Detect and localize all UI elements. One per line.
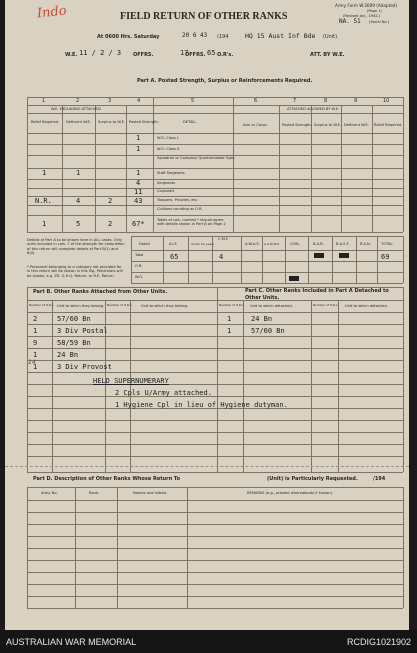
col-number-10: 10 (383, 98, 390, 104)
col-number-7: 7 (293, 98, 297, 104)
summary-header-ran: R.A.N. (360, 242, 371, 246)
footer-left-label: AUSTRALIAN WAR MEMORIAL (6, 637, 137, 647)
part-b-row-unit: 57/60 Bn (57, 315, 91, 323)
summary-header-bar: B.A.R. (313, 242, 324, 246)
header-relief-required-2: Relief Required. (374, 123, 403, 127)
header-deficient-2: Deficient W.E. (344, 123, 369, 127)
held-supernumerary-line-1: 2 Cpls U/Army attached. (115, 389, 212, 397)
header-detail: DETAIL. (183, 120, 197, 124)
held-supernumerary-title: HELD SUPERNUMERARY (93, 377, 169, 385)
row-detail: Staff Sergeants (157, 171, 185, 175)
held-supernumerary-line-2: 1 Hygiene Cpl in lieu of Hygiene dutyman. (115, 401, 288, 409)
offrs-value: 17 (180, 49, 189, 57)
part-b-row-number: 1 (33, 363, 38, 371)
form-title: FIELD RETURN OF OTHER RANKS (120, 11, 288, 22)
header-relief-required: Relief Required. (31, 120, 60, 124)
header-arm-corps: Arm or Corps. (243, 123, 268, 127)
deficient-cell: 1 (76, 169, 81, 177)
header-posted-strength-2: Posted Strength. (282, 123, 312, 127)
at-label: At 0600 Hrs. Saturday (97, 34, 160, 40)
ors-label-1: OFFRS. (185, 52, 206, 58)
row-detail: W.O. Class I. (157, 136, 180, 140)
page-label: (Page 1) (367, 9, 382, 13)
part-b-header-number: Number of O.R.s (29, 303, 54, 307)
part-d-unit-text: (Unit) is Particularly Requested. (267, 476, 358, 482)
part-c-header-unit-2: Unit to which detached. (345, 304, 388, 308)
posted-strength-cell: 4 (136, 179, 141, 187)
part-b-row-number: 9 (33, 339, 38, 347)
perforation-line (5, 466, 409, 467)
surplus-total: 2 (108, 220, 113, 228)
summary-cmf-value: 4 (219, 253, 224, 261)
col-number-4: 4 (137, 98, 141, 104)
summary-header-aamws: A.A.M.W.S. (264, 242, 280, 246)
part-b-header-unit-2: Unit to which they belong. (141, 304, 189, 308)
summary-header-civil: CIVIL. (290, 242, 301, 246)
col-number-1: 1 (42, 98, 46, 104)
unit-label: (Unit) (323, 34, 338, 40)
part-b-row-unit: 58/59 Bn (57, 339, 91, 347)
posted-strength-cell: 43 (134, 197, 143, 205)
revised-label: (Revised Jan., 1942.) (343, 14, 381, 18)
part-c-row-number: 1 (227, 315, 232, 323)
attached-allowed-header: ATTACHED ALLOWED BY W.E. (287, 107, 340, 111)
att-label: ATT. BY W.E. (310, 52, 345, 58)
army-form-label: Army Form W.3009 (Adapted) (335, 3, 398, 8)
posted-strength-cell: 1 (136, 134, 141, 142)
header-deficient: Deficient W.E. (66, 120, 91, 124)
summary-total-value: 69 (381, 253, 390, 261)
deficient-total: 5 (76, 220, 81, 228)
year-label: (194 (217, 34, 229, 40)
summary-row-label: W.O. (135, 275, 144, 279)
part-d-header-remarks: REMARKS (e.g., present whereabouts if known). (247, 491, 334, 495)
we-value: 11 / 2 / 3 (79, 49, 122, 57)
surplus-cell: 2 (108, 197, 113, 205)
redaction-mark (289, 276, 299, 281)
footer-right-label: RCDIG1021902 (346, 637, 411, 647)
red-stamp: Indo (36, 3, 68, 22)
part-b-row-number: 2 (33, 315, 38, 323)
header-surplus-2: Surplus to W.E. (314, 123, 342, 127)
ors-value: 65 (207, 49, 216, 57)
col-number-5: 5 (191, 98, 195, 104)
we-excluding-header: W.E. EXCLUDING ATTACHED (51, 107, 101, 111)
header-posted-strength: Posted Strength. (129, 120, 159, 124)
part-d-header-names: Names and Initials. (133, 491, 168, 495)
part-d-year: /194 (373, 476, 386, 482)
part-a-note-2: * Personnel belonging to a category not provided for in this return will be shown in this Sig. Particulars will be shown, e.g. ZR, G.H.Q. Return, or R.E. Return. (27, 265, 123, 278)
summary-header-awas: A.W.A.S. (245, 242, 260, 246)
relief-required-cell: N.R. (35, 197, 52, 205)
summary-header-cmf: C.M.F. (218, 237, 229, 241)
summary-row-label: Total (135, 253, 144, 257)
part-c-row-unit: 24 Bn (251, 315, 273, 323)
posted-strength-cell: 1 (136, 145, 141, 153)
part-c-title: Part C. Other Ranks Included in Part A Detached to Other Units. (245, 288, 389, 301)
part-b-row-unit: 24 Bn (57, 351, 79, 359)
row-detail: Squadron or Company Quartermaster Sgts. (157, 156, 236, 160)
posted-strength-cell: 1 (136, 169, 141, 177)
summary-row-label: O.R. (135, 264, 143, 268)
col-number-2: 2 (76, 98, 80, 104)
part-b-header-unit: Unit to which they belong. (57, 304, 105, 308)
redaction-mark (339, 253, 349, 258)
row-detail: Sergeants (157, 181, 176, 185)
date-value: 20 6 43 (182, 32, 208, 39)
summary-header-basf: B.A.S.F. (336, 242, 350, 246)
part-d-header-rank: Rank. (89, 491, 100, 495)
row-detail: Corporals (157, 189, 175, 193)
posted-strength-total: 67* (132, 220, 145, 228)
deficient-cell: 4 (76, 197, 81, 205)
posted-strength-cell: 11 (134, 188, 143, 196)
we-label: W.E. (65, 52, 78, 58)
relief-required-cell: 1 (42, 169, 47, 177)
part-a-note-1: Details of Part A to be shown here in ALL cases. Only units included in cols. 7 of the strength for completion of this return will complete details of Part B(1) and B(ii). (27, 238, 125, 256)
part-a-title: Part A. Posted Strength, Surplus or Reinforcements Required. (137, 78, 313, 84)
margin-handwritten-mark: 14 (28, 359, 36, 366)
row-detail: W.O. Class II. (157, 147, 181, 151)
part-c-row-unit: 57/60 Bn (251, 327, 285, 335)
header-surplus: Surplus to W.E. (98, 120, 126, 124)
col-number-6: 6 (254, 98, 258, 104)
summary-header-under21: Under 21 years (191, 242, 215, 246)
summary-header-total: TOTAL. (381, 242, 394, 246)
redaction-mark (314, 253, 324, 258)
part-b-row-number: 1 (33, 351, 38, 359)
row-detail: Civilians counting as O.R. (157, 207, 203, 211)
part-d-header-army-no: Army No. (41, 491, 58, 495)
summary-header-aif: A.I.F. (169, 242, 178, 246)
part-c-header-number-2: Number of O.R.s (313, 303, 338, 307)
part-b-row-unit: 3 Div Provost (57, 363, 112, 371)
part-b-row-number: 1 (33, 327, 38, 335)
col-number-3: 3 (108, 98, 112, 104)
part-c-row-number: 1 (227, 327, 232, 335)
part-b-row-unit: 3 Div Postal (57, 327, 108, 335)
part-b-header-number-2: Number of O.R.s (107, 303, 132, 307)
serial-value: NA. 51 (339, 18, 361, 25)
col-number-8: 8 (324, 98, 328, 104)
offrs-label: OFFRS. (133, 52, 154, 58)
serial-label: (Serial No.) (369, 20, 390, 24)
part-c-header-unit: Unit to which detached. (250, 304, 293, 308)
col-number-9: 9 (354, 98, 358, 104)
row-detail: Totals of cols. marked * should agree with details shown in Part B on Page 2 (157, 218, 226, 227)
summary-aif-value: 65 (170, 253, 179, 261)
summary-header-detail: Detail (139, 242, 150, 246)
unit-value: HQ 15 Aust Inf Bde (245, 32, 316, 40)
part-d-title: Part D. Description of Other Ranks Whose Return To (33, 476, 181, 482)
form-page (5, 0, 409, 630)
ors-label: O.R's. (217, 52, 234, 58)
part-c-header-number: Number of O.R.s (219, 303, 244, 307)
relief-required-total: 1 (42, 220, 47, 228)
row-detail: Troopers, Privates, etc. (157, 198, 199, 202)
part-b-title: Part B. Other Ranks Attached from Other Units. (33, 289, 168, 295)
archive-footer (0, 630, 417, 653)
